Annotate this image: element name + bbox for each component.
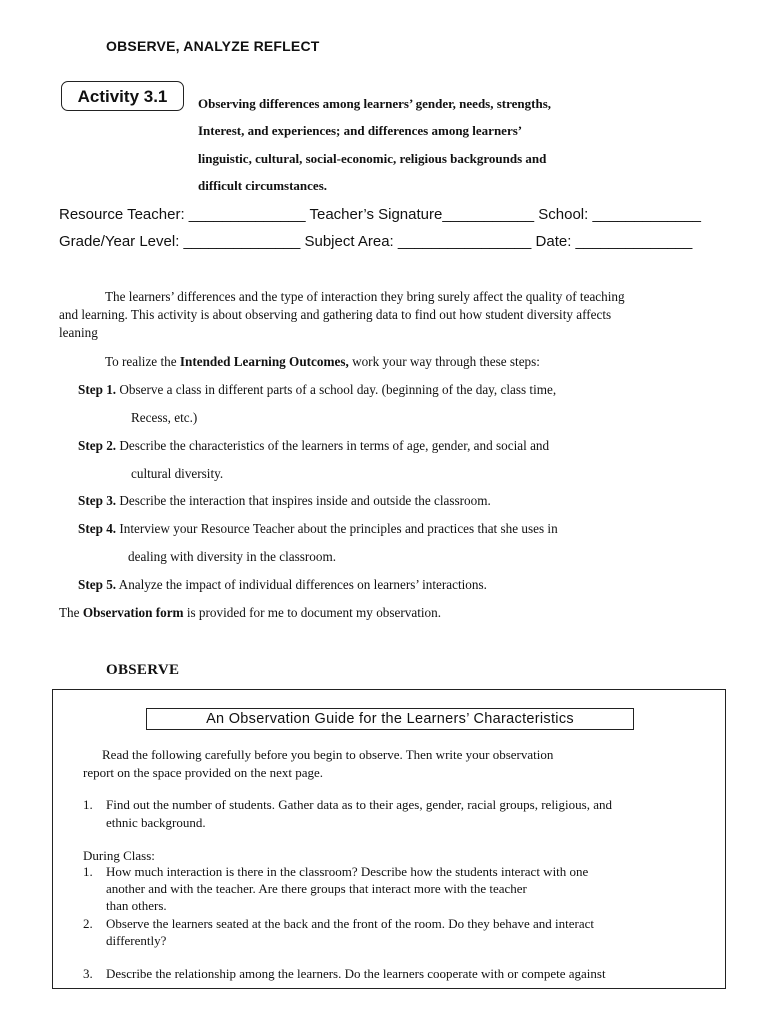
step-2: Step 2. Describe the characteristics of the learners in terms of age, gender, and social and <box>78 438 550 453</box>
activity-objective-line: Observing differences among learners’ gender, needs, strengths, <box>198 96 552 111</box>
intro-text: The learners’ differences and the type of interaction they bring surely affect the quality of teaching <box>105 289 625 304</box>
activity-label: Activity 3.1 <box>61 81 184 111</box>
form-field-line[interactable]: Resource Teacher: ______________ Teacher’s Signature___________ School: _____________ <box>59 206 701 223</box>
guide-item-text: Find out the number of students. Gather data as to their ages, gender, racial groups, religious, and <box>106 797 612 812</box>
activity-objective-line: Interest, and experiences; and differences among learners’ <box>198 123 523 138</box>
activity-objective-line: linguistic, cultural, social-economic, religious backgrounds and <box>198 151 547 166</box>
step-4: Step 4. Interview your Resource Teacher about the principles and practices that she uses in <box>78 521 558 536</box>
step-3: Step 3. Describe the interaction that inspires inside and outside the classroom. <box>78 493 491 508</box>
guide-item-number: 1. <box>83 797 93 812</box>
guide-item-text: ethnic background. <box>106 815 206 830</box>
step-1-continued: Recess, etc.) <box>131 410 198 425</box>
guide-item-text: Describe the relationship among the learners. Do the learners cooperate with or compete against <box>106 966 606 981</box>
form-field-line[interactable]: Grade/Year Level: ______________ Subject Area: ________________ Date: ______________ <box>59 233 693 250</box>
intro-text: and learning. This activity is about observing and gathering data to find out how student diversity affects <box>59 307 612 322</box>
step-5: Step 5. Analyze the impact of individual differences on learners’ interactions. <box>78 577 487 592</box>
guide-item-number: 2. <box>83 916 93 931</box>
realize-text: To realize the Intended Learning Outcomes, work your way through these steps: <box>105 354 540 369</box>
guide-item-number: 1. <box>83 864 93 879</box>
intro-text: leaning <box>59 325 98 340</box>
guide-item-text: differently? <box>106 933 167 948</box>
activity-objective-line: difficult circumstances. <box>198 178 328 193</box>
observation-note: The Observation form is provided for me to document my observation. <box>59 605 442 620</box>
observation-guide-title: An Observation Guide for the Learners’ Characteristics <box>146 708 634 730</box>
guide-item-text: than others. <box>106 898 167 913</box>
observe-heading: OBSERVE <box>106 662 180 678</box>
guide-item-text: another and with the teacher. Are there groups that interact more with the teacher <box>106 881 527 896</box>
step-1: Step 1. Observe a class in different parts of a school day. (beginning of the day, class time, <box>78 382 557 397</box>
guide-intro: Read the following carefully before you begin to observe. Then write your observation <box>102 747 554 762</box>
step-2-continued: cultural diversity. <box>131 466 224 481</box>
guide-intro: report on the space provided on the next page. <box>83 765 324 780</box>
section-title: OBSERVE, ANALYZE REFLECT <box>106 38 320 54</box>
during-class-label: During Class: <box>83 848 155 863</box>
step-4-continued: dealing with diversity in the classroom. <box>128 549 337 564</box>
guide-item-number: 3. <box>83 966 93 981</box>
guide-item-text: Observe the learners seated at the back and the front of the room. Do they behave and interact <box>106 916 595 931</box>
guide-item-text: How much interaction is there in the classroom? Describe how the students interact with one <box>106 864 589 879</box>
